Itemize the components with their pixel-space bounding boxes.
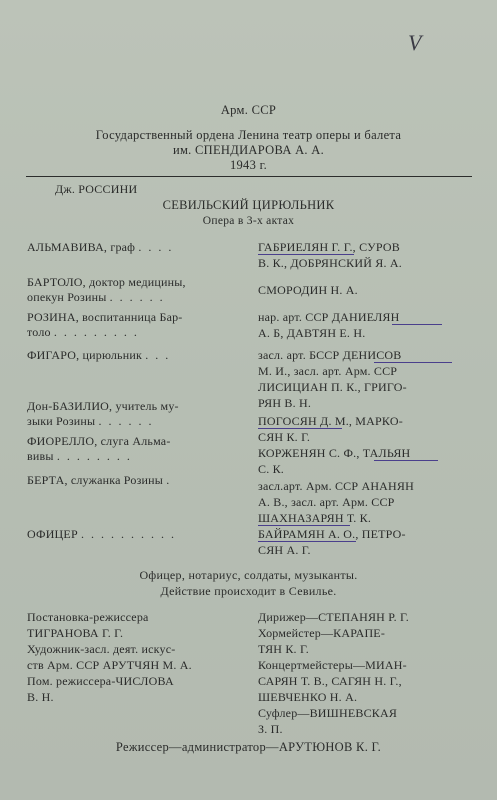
credit-left-3: Художник-засл. деят. искус- [27,642,176,656]
cast-bazilio-1: ПОГОСЯН Д. М., МАРКО- [258,414,403,428]
cast-bartolo-1: СМОРОДИН Н. А. [258,283,358,297]
underline [258,525,350,526]
checkmark-icon: V [408,30,422,55]
credit-left-4: ств Арм. ССР АРУТЧЯН М. А. [27,658,192,672]
credit-left-5: Пом. режиссера-ЧИСЛОВА [27,674,174,688]
role-bartolo-2: опекун Розины . . . . . . [27,290,165,304]
underline [258,254,354,255]
credit-right-5: САРЯН Т. В., САГЯН Н. Г., [258,674,402,688]
composer: Дж. РОССИНИ [55,182,138,196]
underline [258,428,342,429]
credit-right-1: Дирижер—СТЕПАНЯН Р. Г. [258,610,409,624]
role-fiorello-2: вивы . . . . . . . . [27,449,132,463]
cast-fiorello-2: С. К. [258,462,285,476]
role-figaro: ФИГАРО, цирюльник . . . [27,348,171,362]
cast-fiorello-1: КОРЖЕНЯН С. Ф., ТАЛЬЯН [258,446,411,460]
credit-left-6: В. Н. [27,690,54,704]
cast-bazilio-2: СЯН К. Г. [258,430,311,444]
cast-berta-2: А. В., засл. арт. Арм. ССР [258,495,395,509]
cast-almaviva-1: ГАБРИЕЛЯН Г. Г., СУРОВ [258,240,400,254]
divider [26,176,472,177]
role-officer: ОФИЦЕР . . . . . . . . . . [27,527,177,541]
role-almaviva: АЛЬМАВИВА, граф . . . . [27,240,174,254]
cast-almaviva-2: В. К., ДОБРЯНСКИЙ Я. А. [258,256,402,270]
underline [374,460,438,461]
credit-left-1: Постановка-режиссера [27,610,149,624]
credit-right-7: Суфлер—ВИШНЕВСКАЯ [258,706,398,720]
header-year: 1943 г. [229,158,268,172]
cast-berta-3: ШАХНАЗАРЯН Т. К. [258,511,372,525]
credit-right-3: ТЯН К. Г. [258,642,309,656]
role-bazilio: Дон-БАЗИЛИО, учитель му- [27,399,179,413]
administrator: Режиссер—администратор—АРУТЮНОВ К. Г. [115,740,382,754]
credit-right-8: З. П. [258,722,283,736]
underline [392,324,442,325]
setting: Действие происходит в Севилье. [160,584,337,598]
cast-rozina-1: нар. арт. ССР ДАНИЕЛЯН [258,310,400,324]
header-line-1: Арм. ССР [220,103,277,117]
role-bartolo: БАРТОЛО, доктор медицины, [27,275,186,289]
credit-right-2: Хормейстер—КАРАПЕ- [258,626,386,640]
opera-subtitle: Опера в 3-х актах [202,215,295,227]
underline [374,362,452,363]
cast-officer-1: БАЙРАМЯН А. О., ПЕТРО- [258,527,406,541]
cast-berta-1: засл.арт. Арм. ССР АНАНЯН [258,479,414,493]
extras: Офицер, нотариус, солдаты, музыканты. [139,568,358,582]
opera-title: СЕВИЛЬСКИЙ ЦИРЮЛЬНИК [162,198,335,212]
header-line-2: Государственный ордена Ленина театр оперы и балета [95,128,402,142]
cast-rozina-2: А. Б, ДАВТЯН Е. Н. [258,326,366,340]
credit-right-4: Концертмейстеры—МИАН- [258,658,407,672]
underline [258,541,356,542]
role-fiorello: ФИОРЕЛЛО, слуга Альма- [27,434,171,448]
credit-left-2: ТИГРАНОВА Г. Г. [27,626,124,640]
cast-figaro-4: РЯН В. Н. [258,396,312,410]
credit-right-6: ШЕВЧЕНКО Н. А. [258,690,358,704]
cast-figaro-3: ЛИСИЦИАН П. К., ГРИГО- [258,380,407,394]
cast-figaro-2: М. И., засл. арт. Арм. ССР [258,364,398,378]
role-berta: БЕРТА, служанка Розины . [27,473,172,487]
role-rozina-2: толо . . . . . . . . . [27,325,139,339]
cast-figaro-1: засл. арт. БССР ДЕНИСОВ [258,348,402,362]
header-line-3: им. СПЕНДИАРОВА А. А. [172,143,325,157]
cast-officer-2: СЯН А. Г. [258,543,311,557]
role-bazilio-2: зыки Розины . . . . . . [27,414,154,428]
role-rozina: РОЗИНА, воспитанница Бар- [27,310,183,324]
